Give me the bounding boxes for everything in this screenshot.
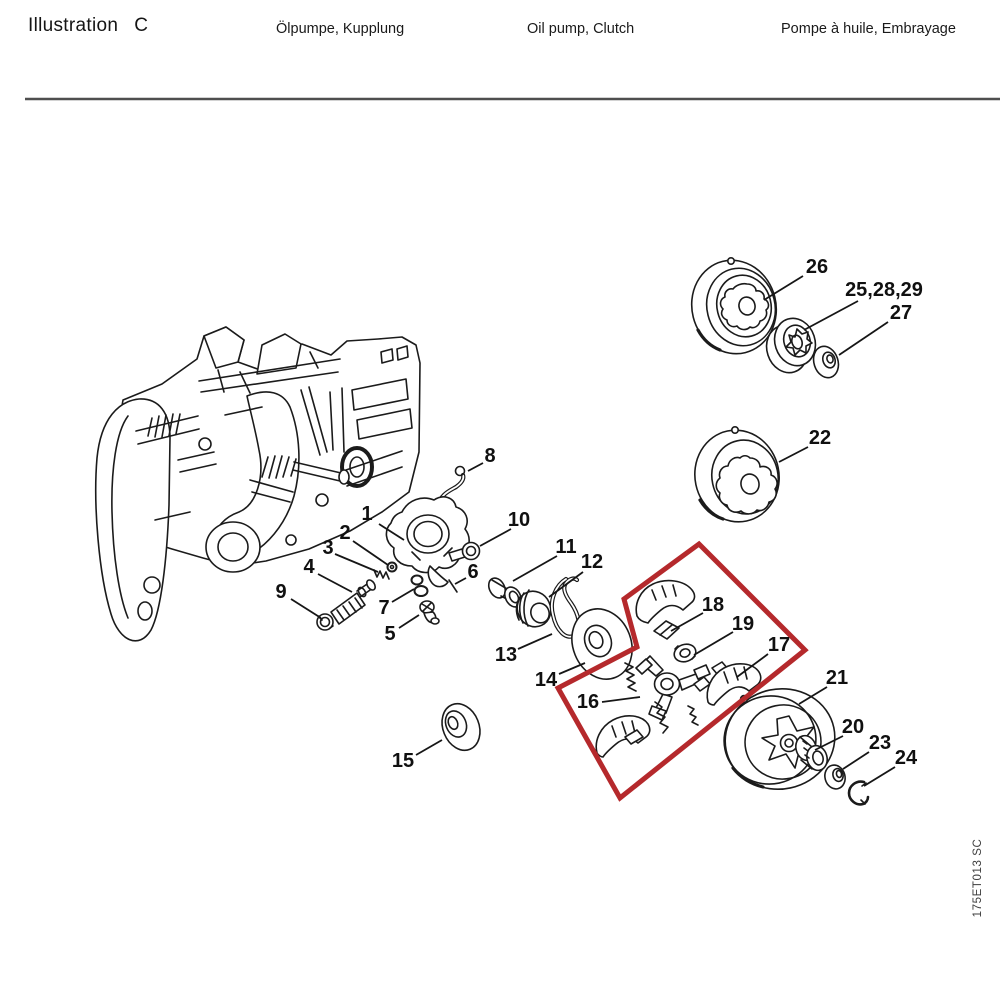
callout-leader-19 <box>694 632 733 655</box>
engine-crankcase-drawing <box>96 327 420 641</box>
callout-leader-6 <box>455 578 466 584</box>
callout-label-15: 15 <box>391 750 415 772</box>
part-15-washer-drawing <box>435 698 486 756</box>
callout-leader-23 <box>843 752 869 769</box>
callout-label-7: 7 <box>378 597 390 619</box>
part-6-pin-drawing <box>449 580 457 592</box>
callout-leader-4 <box>318 574 352 592</box>
callout-leader-22 <box>779 447 808 462</box>
callout-label-17: 17 <box>767 634 791 656</box>
callout-leader-2 <box>353 541 388 565</box>
title-english: Oil pump, Clutch <box>527 21 635 37</box>
callout-label-6: 6 <box>467 561 479 583</box>
callout-leader-7 <box>392 589 414 602</box>
callout-label-25,28,29: 25,28,29 <box>845 279 923 301</box>
callout-label-22: 22 <box>808 427 832 449</box>
part-5-valve-drawing <box>420 601 439 624</box>
callout-label-20: 20 <box>841 716 865 738</box>
callout-leader-18 <box>671 613 703 631</box>
part-2-washer-drawing <box>388 563 397 572</box>
part-8-o-ring-drawing <box>456 467 465 476</box>
part-23-washer-drawing <box>822 763 848 791</box>
callout-leader-24 <box>864 767 895 786</box>
part-22-clutch-drum-drawing <box>686 422 787 529</box>
callout-label-21: 21 <box>825 667 849 689</box>
callout-label-12: 12 <box>580 551 604 573</box>
callout-label-4: 4 <box>303 556 315 578</box>
title-german: Ölpumpe, Kupplung <box>276 21 405 37</box>
callout-labels <box>275 256 922 786</box>
callout-leader-11 <box>513 556 557 581</box>
callout-label-11: 11 <box>555 536 577 558</box>
callout-leader-27 <box>839 322 888 355</box>
callout-leader-8 <box>468 463 483 471</box>
callout-label-10: 10 <box>507 509 531 531</box>
callout-label-3: 3 <box>322 537 334 559</box>
title-french: Pompe à huile, Embrayage <box>781 21 956 37</box>
part-21-clutch-drum-drawing <box>716 679 844 800</box>
callout-label-26: 26 <box>805 256 829 278</box>
illustration-label: Illustration <box>28 15 119 36</box>
callout-label-13: 13 <box>494 644 518 666</box>
callout-label-19: 19 <box>731 613 755 635</box>
callout-label-16: 16 <box>576 691 600 713</box>
callout-label-8: 8 <box>484 445 496 467</box>
callout-label-5: 5 <box>384 623 396 645</box>
part-7-o-rings-drawing <box>412 576 428 597</box>
drawing-code-text: 175ET013 SC <box>972 838 984 918</box>
callout-leader-15 <box>416 740 442 755</box>
callout-leader-13 <box>518 634 552 649</box>
callout-label-2: 2 <box>339 522 351 544</box>
callout-label-24: 24 <box>894 747 918 769</box>
callout-label-27: 27 <box>889 302 913 324</box>
callout-leader-3 <box>335 554 378 572</box>
callout-label-23: 23 <box>868 732 892 754</box>
callout-leader-14 <box>559 663 585 674</box>
callout-leader-10 <box>480 529 511 546</box>
callout-label-14: 14 <box>534 669 558 691</box>
callout-leader-5 <box>399 615 419 628</box>
callout-leader-9 <box>291 599 321 618</box>
callout-label-18: 18 <box>701 594 725 616</box>
callout-leader-25,28,29 <box>804 301 858 330</box>
callout-label-9: 9 <box>275 581 287 603</box>
callout-label-1: 1 <box>361 503 373 525</box>
illustration-letter: C <box>134 15 149 36</box>
callout-leader-16 <box>602 697 640 702</box>
